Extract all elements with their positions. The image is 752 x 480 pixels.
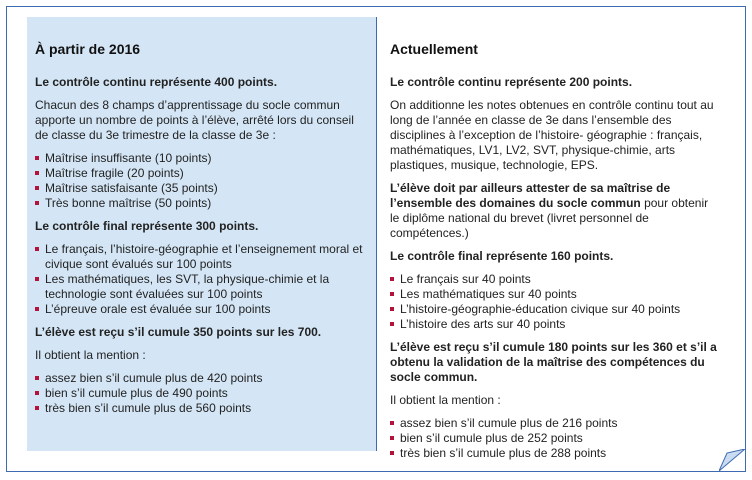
- list-item: très bien s’il cumule plus de 288 points: [390, 446, 720, 461]
- bullet-icon: [35, 171, 39, 175]
- list-item: L’histoire des arts sur 40 points: [390, 317, 720, 332]
- controle-continu-title: Le contrôle continu représente 400 points.: [35, 75, 278, 89]
- bullet-icon: [390, 307, 394, 311]
- socle-commun-note: [390, 181, 720, 241]
- list-item: Maîtrise fragile (20 points): [35, 166, 368, 181]
- list-item: Maîtrise satisfaisante (35 points): [35, 181, 368, 196]
- socle-commun-rest: pour obtenir le diplôme national du brevet (livret personnel de compétences.): [390, 196, 709, 240]
- maitrise-list: [35, 151, 368, 211]
- bullet-icon: [390, 292, 394, 296]
- controle-continu-title: Le contrôle continu représente 200 points.: [390, 75, 633, 89]
- mention-intro: Il obtient la mention :: [390, 393, 501, 407]
- list-item: L’histoire-géographie-éducation civique sur 40 points: [390, 302, 720, 317]
- bullet-icon: [35, 277, 39, 281]
- controle-final-list: [390, 272, 720, 332]
- list-item: bien s’il cumule plus de 490 points: [35, 386, 368, 401]
- controle-continu-text: On additionne les notes obtenues en contrôle continu tout au long de l’année en classe de 3e dans l’ensemble des disciplines à l’exception de l’histoire- géographie : français, mathématiques, LV1, LV2, SVT, physique-chimie, arts plastiques, musique, technologie, EPS.: [390, 98, 714, 172]
- controle-final-title: Le contrôle final représente 160 points.: [390, 249, 614, 263]
- bullet-icon: [35, 247, 39, 251]
- list-item: Très bonne maîtrise (50 points): [35, 196, 368, 211]
- list-item: Les mathématiques sur 40 points: [390, 287, 720, 302]
- list-item: Maîtrise insuffisante (10 points): [35, 151, 368, 166]
- bullet-icon: [35, 406, 39, 410]
- bullet-icon: [390, 421, 394, 425]
- list-item: assez bien s’il cumule plus de 420 points: [35, 371, 368, 386]
- list-item: assez bien s’il cumule plus de 216 points: [390, 416, 720, 431]
- bullet-icon: [35, 376, 39, 380]
- list-item: Le français sur 40 points: [390, 272, 720, 287]
- controle-final-title: Le contrôle final représente 300 points.: [35, 219, 259, 233]
- bullet-icon: [390, 436, 394, 440]
- pass-condition: L’élève est reçu s’il cumule 350 points sur les 700.: [35, 325, 322, 339]
- bullet-icon: [35, 201, 39, 205]
- page-curl-icon: [719, 449, 745, 471]
- mention-intro: Il obtient la mention :: [35, 348, 146, 362]
- column-from-2016: [27, 17, 377, 451]
- list-item: très bien s’il cumule plus de 560 points: [35, 401, 368, 416]
- list-item: Les mathématiques, les SVT, la physique-chimie et la technologie sont évaluées sur 100 points: [35, 272, 368, 302]
- column-heading: À partir de 2016: [35, 41, 141, 57]
- bullet-icon: [390, 277, 394, 281]
- socle-commun-bold: L’élève doit par ailleurs attester de sa maîtrise de l’ensemble des domaines du socle commun: [390, 181, 671, 210]
- list-item: Le français, l’histoire-géographie et l’enseignement moral et civique sont évalués sur 100 points: [35, 242, 368, 272]
- mention-list: [35, 371, 368, 416]
- bullet-icon: [35, 156, 39, 160]
- comparison-panel: [6, 6, 746, 472]
- controle-final-list: [35, 242, 368, 317]
- column-heading: Actuellement: [390, 41, 478, 57]
- bullet-icon: [35, 391, 39, 395]
- bullet-icon: [390, 322, 394, 326]
- pass-condition: L’élève est reçu s’il cumule 180 points sur les 360 et s’il a obtenu la validation de la maîtrise des compétences du socle commun.: [390, 340, 717, 384]
- column-currently: [378, 17, 728, 460]
- mention-list: [390, 416, 720, 461]
- list-item: L’épreuve orale est évaluée sur 100 points: [35, 302, 368, 317]
- list-item: bien s’il cumule plus de 252 points: [390, 431, 720, 446]
- bullet-icon: [35, 186, 39, 190]
- bullet-icon: [35, 307, 39, 311]
- controle-continu-text: Chacun des 8 champs d’apprentissage du socle commun apporte un nombre de points à l’élève, arrêté lors du conseil de classe du 3e trimestre de la classe de 3e :: [35, 98, 354, 142]
- bullet-icon: [390, 451, 394, 455]
